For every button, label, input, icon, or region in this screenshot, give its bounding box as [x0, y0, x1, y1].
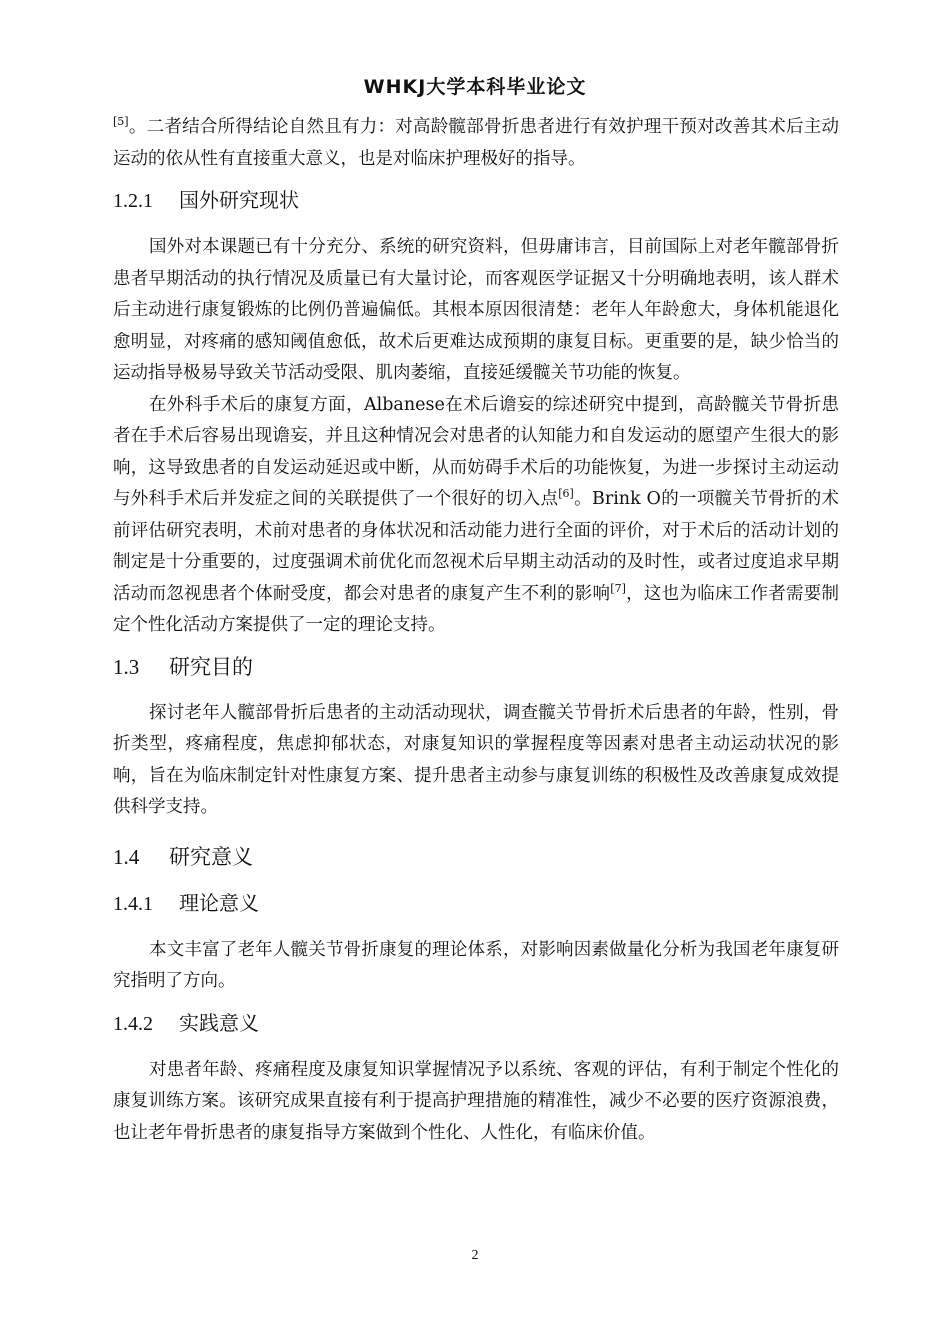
citation-6: [6]	[558, 487, 574, 501]
paragraph-theoretical-significance: 本文丰富了老年人髋关节骨折康复的理论体系，对影响因素做量化分析为我国老年康复研究指明了方向。	[113, 939, 839, 991]
heading-number: 1.4	[113, 844, 140, 869]
heading-title: 理论意义	[179, 890, 259, 915]
paragraph-text-c: ，这也为临床工作者需要制定个性化活动方案提供了一定的理论支持。	[113, 583, 840, 635]
heading-title: 研究意义	[169, 844, 253, 869]
heading-1-4	[113, 842, 839, 872]
running-header: WHKJ大学本科毕业论文	[363, 76, 587, 98]
page-number: 2	[471, 1248, 479, 1263]
heading-1-4-1	[113, 888, 839, 919]
document-body	[113, 112, 839, 1149]
heading-1-4-2	[113, 1008, 839, 1039]
citation-5: [5]	[113, 115, 129, 129]
heading-1-2-1	[113, 185, 839, 216]
heading-1-3	[113, 652, 839, 682]
paragraph-foreign-status-2	[113, 390, 839, 642]
intro-text: 。二者结合所得结论自然且有力：对高龄髋部骨折患者进行有效护理干预对改善其术后主动运动的依从性有直接重大意义，也是对临床护理极好的指导。	[113, 117, 839, 169]
heading-title: 实践意义	[179, 1010, 259, 1035]
paragraph-text-b: 。Brink O的一项髋关节骨折的术前评估研究表明，术前对患者的身体状况和活动能力进行全面的评价，对于术后的活动计划的制定是十分重要的，过度强调术前优化而忽视术后早期主动活动的及时性，或者过度追求早期活动而忽视患者个体耐受度，都会对患者的康复产生不利的影响	[113, 489, 840, 604]
paragraph-foreign-status-1: 国外对本课题已有十分充分、系统的研究资料，但毋庸讳言，目前国际上对老年髋部骨折患者早期活动的执行情况及质量已有大量讨论，而客观医学证据又十分明确地表明，该人群术后主动进行康复锻炼的比例仍普遍偏低。其根本原因很清楚：老年人年龄愈大，身体机能退化愈明显，对疼痛的感知阈值愈低，故术后更难达成预期的康复目标。更重要的是，缺少恰当的运动指导极易导致关节活动受限、肌肉萎缩，直接延缓髋关节功能的恢复。	[113, 237, 839, 383]
heading-title: 研究目的	[169, 654, 253, 679]
heading-number: 1.4.2	[113, 1012, 153, 1035]
citation-7: [7]	[610, 581, 626, 595]
heading-number: 1.4.1	[113, 892, 153, 915]
paragraph-text-a: 在外科手术后的康复方面，Albanese在术后谵妄的综述研究中提到，高龄髋关节骨折患者在手术后容易出现谵妄，并且这种情况会对患者的认知能力和自发运动的愿望产生很大的影响，这导致患者的自发运动延迟或中断，从而妨碍手术后的功能恢复，为进一步探讨主动运动与外科手术后并发症之间的关联提供了一个很好的切入点	[113, 394, 839, 509]
heading-number: 1.3	[113, 654, 140, 679]
heading-title: 国外研究现状	[179, 188, 299, 212]
heading-number: 1.2.1	[113, 190, 153, 212]
paragraph-practical-significance: 对患者年龄、疼痛程度及康复知识掌握情况予以系统、客观的评估，有利于制定个性化的康复训练方案。该研究成果直接有利于提高护理措施的精准性，减少不必要的医疗资源浪费，也让老年骨折患者的康复指导方案做到个性化、人性化，有临床价值。	[113, 1059, 839, 1143]
intro-paragraph	[113, 112, 839, 175]
paragraph-research-purpose: 探讨老年人髋部骨折后患者的主动活动现状，调查髋关节骨折术后患者的年龄，性别，骨折类型，疼痛程度，焦虑抑郁状态，对康复知识的掌握程度等因素对患者主动运动状况的影响，旨在为临床制定针对性康复方案、提升患者主动参与康复训练的积极性及改善康复成效提供科学支持。	[113, 702, 839, 817]
